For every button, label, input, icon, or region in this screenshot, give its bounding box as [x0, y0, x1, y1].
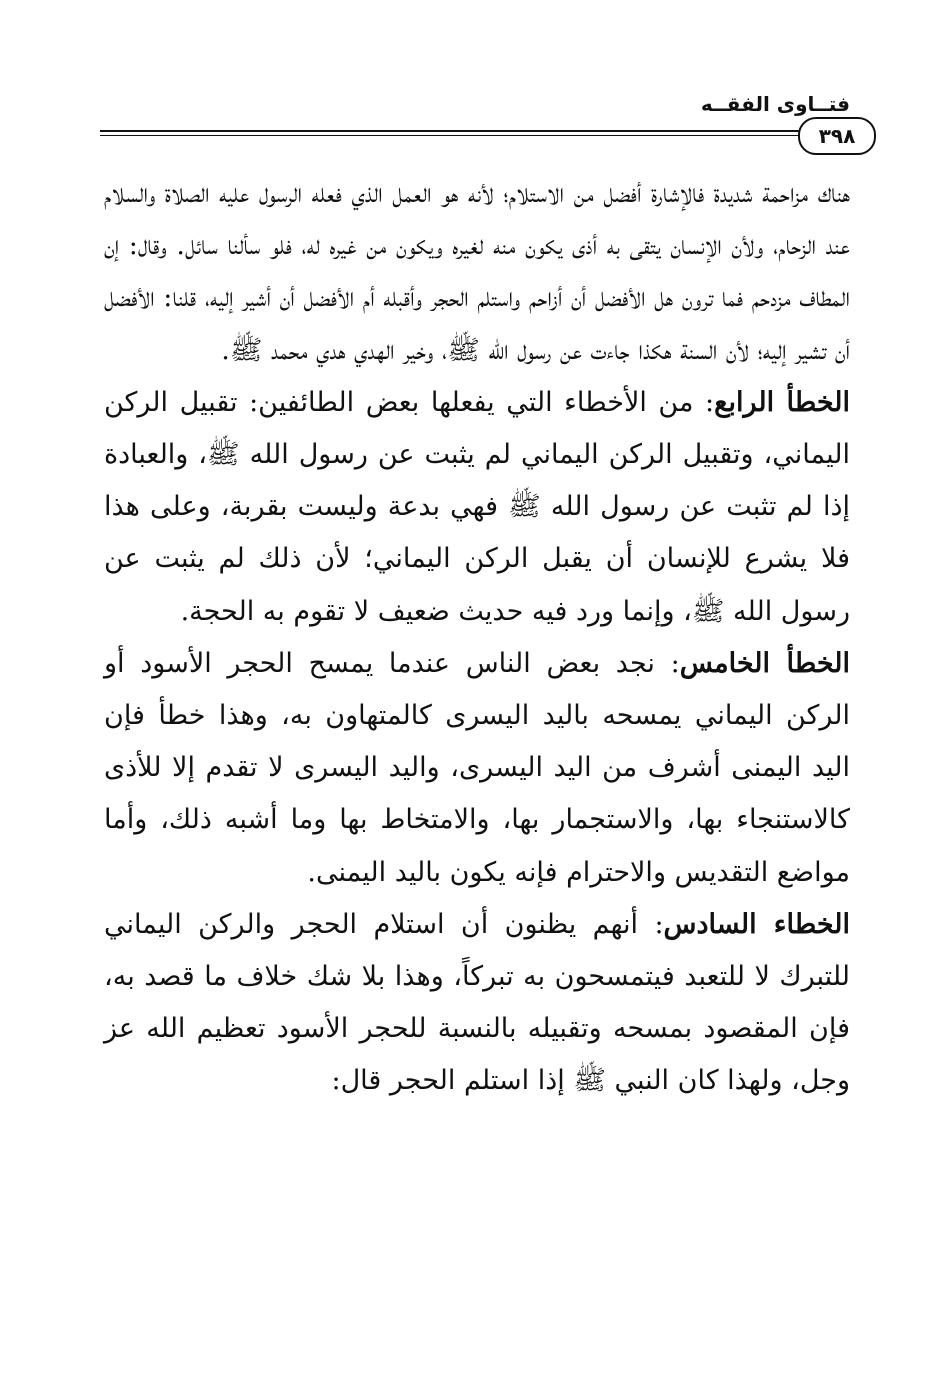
- header-rule: [100, 130, 800, 132]
- paragraph-2-heading: الخطأ الرابع: [714, 386, 850, 418]
- running-title: فتــاوى الفقــه: [700, 92, 850, 116]
- paragraph-3: [104, 638, 850, 899]
- paragraph-1: [104, 168, 850, 377]
- paragraph-2: [104, 377, 850, 638]
- body-text: [104, 168, 850, 1108]
- page-number-badge: ٣٩٨: [798, 117, 876, 155]
- paragraph-1-text: هناك مزاحمة شديدة فالإشارة أفضل من الاستلام؛ لأنه هو العمل الذي فعله الرسول عليه الصلاة والسلام عند الزحام، ولأن الإنسان يتقى به أذى يكون منه لغيره ويكون من غيره له، فلو سألنا سائل. وقال: إن المطاف مزدحم فما ترون هل الأفضل أن أزاحم واستلم الحجر وأقبله أم الأفضل أن أشير إليه، قلنا: الأفضل أن تشير إليه؛ لأن السنة هكذا جاءت عن رسول الله ﷺ، وخير الهدي هدي محمد ﷺ.: [104, 178, 850, 366]
- paragraph-3-heading: الخطأ الخامس: [679, 647, 851, 679]
- paragraph-2-text: : من الأخطاء التي يفعلها بعض الطائفين: تقبيل الركن اليماني، وتقبيل الركن اليماني لم يثبت عن رسول الله ﷺ، والعبادة إذا لم تثبت عن رسول الله ﷺ فهي بدعة وليست بقربة، وعلى هذا فلا يشرع للإنسان أن يقبل الركن اليماني؛ لأن ذلك لم يثبت عن رسول الله ﷺ، وإنما ورد فيه حديث ضعيف لا تقوم به الحجة.: [104, 386, 850, 627]
- paragraph-4-text: : أنهم يظنون أن استلام الحجر والركن اليماني للتبرك لا للتعبد فيتمسحون به تبركاً، وهذا بلا شك خلاف ما قصد به، فإن المقصود بمسحه وتقبيله بالنسبة للحجر الأسود تعظيم الله عز وجل، ولهذا كان النبي ﷺ إذا استلم الحجر قال:: [104, 908, 850, 1097]
- paragraph-3-text: : نجد بعض الناس عندما يمسح الحجر الأسود أو الركن اليماني يمسحه باليد اليسرى كالمتهاون به، وهذا خطأ فإن اليد اليمنى أشرف من اليد اليسرى، واليد اليسرى لا تقدم إلا للأذى كالاستنجاء بها، والاستجمار بها، والامتخاط بها وما أشبه ذلك، وأما مواضع التقديس والاحترام فإنه يكون باليد اليمنى.: [104, 647, 850, 888]
- paragraph-4-heading: الخطاء السادس: [663, 908, 851, 940]
- paragraph-4: [104, 899, 850, 1108]
